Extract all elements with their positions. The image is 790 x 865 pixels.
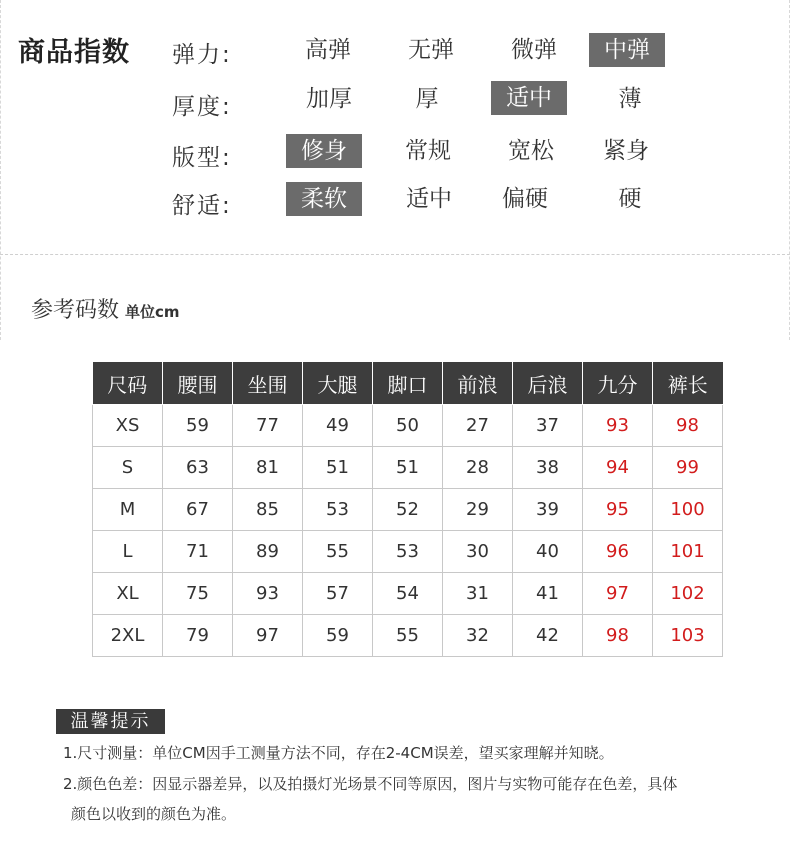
fit-label: 版型: [172,145,232,171]
table-cell: 50 [373,405,443,447]
table-cell-highlight: 103 [653,615,723,657]
header-front-rise: 前浪 [443,362,513,405]
table-cell-highlight: 99 [653,447,723,489]
tip-line-2: 2.颜色色差：因显示器差异，以及拍摄灯光场景不同等原因，图片与实物可能存在色差，具体 [63,775,678,793]
table-cell: 54 [373,573,443,615]
table-cell: 32 [443,615,513,657]
table-cell: 59 [303,615,373,657]
elasticity-label: 弹力: [172,42,232,68]
comfort-option-soft-selected: 柔软 [286,182,362,216]
table-cell: 79 [163,615,233,657]
fit-option-slim-selected: 修身 [286,134,362,168]
section-divider [0,254,790,255]
table-cell: 53 [373,531,443,573]
table-cell: 38 [513,447,583,489]
table-cell-highlight: 93 [583,405,653,447]
header-ankle-length: 九分 [583,362,653,405]
table-cell-highlight: 98 [583,615,653,657]
table-cell: 75 [163,573,233,615]
product-index-title: 商品指数 [18,37,130,68]
table-cell: 59 [163,405,233,447]
size-table-header-row [93,362,723,405]
elasticity-option-high: 高弹 [305,37,351,63]
fit-option-tight: 紧身 [603,138,649,164]
thickness-option-medium-selected: 适中 [491,81,567,115]
table-cell-highlight: 97 [583,573,653,615]
table-cell: 27 [443,405,513,447]
table-row [93,615,723,657]
table-cell: 57 [303,573,373,615]
size-section-heading: 参考码数 [31,298,120,323]
header-pants-length: 裤长 [653,362,723,405]
elasticity-option-none: 无弹 [408,37,454,63]
comfort-option-medium: 适中 [406,186,452,212]
header-hem: 脚口 [373,362,443,405]
table-cell: 97 [233,615,303,657]
table-row [93,573,723,615]
table-cell-highlight: 102 [653,573,723,615]
table-cell-highlight: 96 [583,531,653,573]
fit-option-loose: 宽松 [508,138,554,164]
table-cell: 40 [513,531,583,573]
thickness-option-thick: 厚 [415,86,439,112]
table-cell: 52 [373,489,443,531]
table-cell: 51 [373,447,443,489]
table-cell: 63 [163,447,233,489]
table-row [93,447,723,489]
header-waist: 腰围 [163,362,233,405]
thickness-option-thick-plus: 加厚 [306,86,352,112]
comfort-option-stiff: 偏硬 [502,186,548,212]
table-cell: 93 [233,573,303,615]
table-cell-highlight: 95 [583,489,653,531]
table-cell: 31 [443,573,513,615]
table-cell: 28 [443,447,513,489]
table-cell: 41 [513,573,583,615]
table-cell: 42 [513,615,583,657]
comfort-option-hard: 硬 [618,186,642,212]
table-cell: L [93,531,163,573]
table-cell: 53 [303,489,373,531]
tips-badge: 温馨提示 [56,709,165,734]
size-section-unit: 单位cm [125,303,180,321]
table-cell-highlight: 101 [653,531,723,573]
table-cell: 51 [303,447,373,489]
table-cell: S [93,447,163,489]
header-back-rise: 后浪 [513,362,583,405]
table-cell: 37 [513,405,583,447]
table-cell: M [93,489,163,531]
thickness-label: 厚度: [172,94,232,120]
table-cell: 85 [233,489,303,531]
tip-line-3: 颜色以收到的颜色为准。 [71,805,237,823]
table-cell: 30 [443,531,513,573]
table-cell: 67 [163,489,233,531]
thickness-option-thin: 薄 [618,86,642,112]
table-cell: 81 [233,447,303,489]
table-row [93,489,723,531]
comfort-label: 舒适: [172,193,232,219]
fit-option-regular: 常规 [405,138,451,164]
table-cell: 89 [233,531,303,573]
table-cell: 29 [443,489,513,531]
table-cell-highlight: 94 [583,447,653,489]
table-cell-highlight: 100 [653,489,723,531]
tip-line-1: 1.尺寸测量：单位CM因手工测量方法不同，存在2-4CM误差，望买家理解并知晓。 [63,744,614,762]
size-section-title [31,293,180,324]
table-cell: 71 [163,531,233,573]
table-cell: 49 [303,405,373,447]
elasticity-option-medium-selected: 中弹 [589,33,665,67]
header-size: 尺码 [93,362,163,405]
table-cell: 55 [373,615,443,657]
left-border-line [0,0,1,340]
table-cell: XL [93,573,163,615]
table-cell-highlight: 98 [653,405,723,447]
header-thigh: 大腿 [303,362,373,405]
table-cell: 39 [513,489,583,531]
table-cell: 55 [303,531,373,573]
elasticity-option-slight: 微弹 [511,37,557,63]
table-cell: 2XL [93,615,163,657]
table-cell: XS [93,405,163,447]
size-table [92,362,723,657]
header-hip: 坐围 [233,362,303,405]
table-row [93,531,723,573]
table-cell: 77 [233,405,303,447]
table-row [93,405,723,447]
